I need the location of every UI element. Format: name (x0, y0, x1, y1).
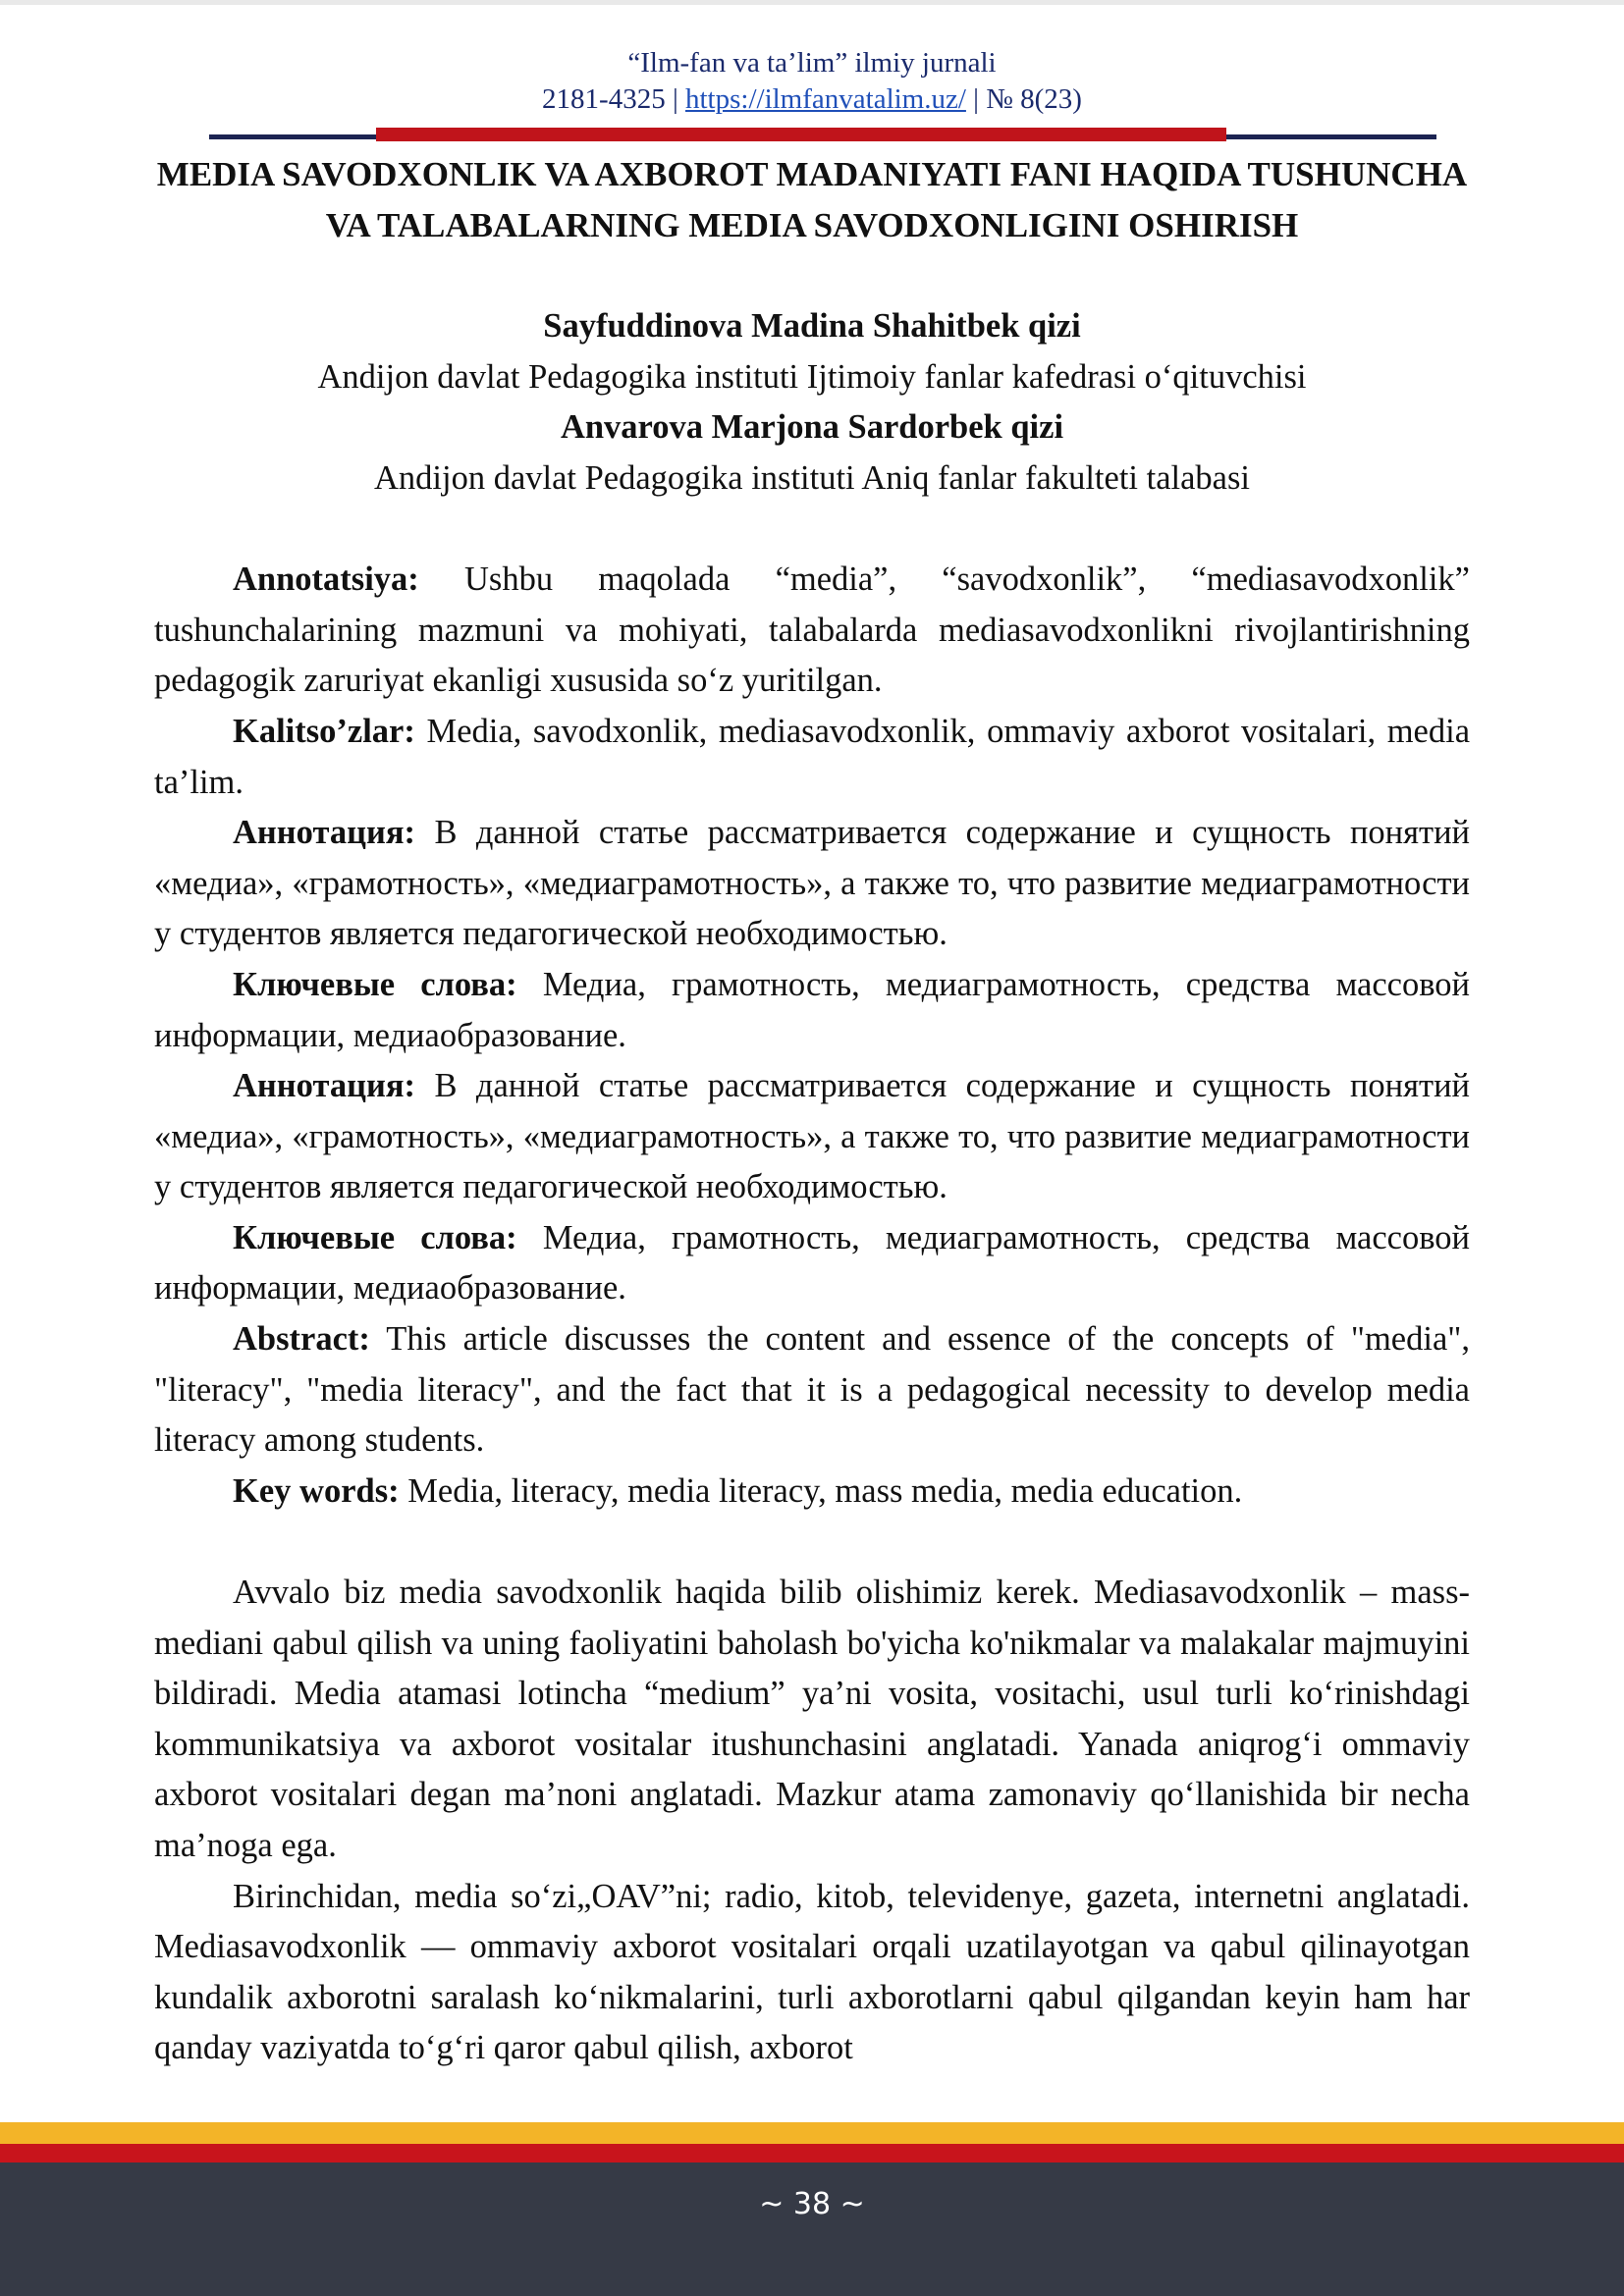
keywords-uz (154, 707, 1470, 808)
page-number: ~ 38 ~ (759, 2187, 865, 2221)
article-title: MEDIA SAVODXONLIK VA AXBOROT MADANIYATI FANI HAQIDA TUSHUNCHA VA TALABALARNING MEDIA SAVODXONLIGINI OSHIRISH (156, 155, 1468, 244)
keywords-ru-2-label: Ключевые слова: (233, 1218, 517, 1256)
body-paragraph-1: Avvalo biz media savodxonlik haqida bilib olishimiz kerek. Mediasavodxonlik – mass-mediani qabul qilish va uning faoliyatini baholash bo'yicha ko'nikmalar va malakalar majmuyini bildiradi. Media atamasi lotincha “medium” ya’ni vosita, vositachi, usul turli ko‘rinishdagi kommunikatsiya va axborot vositalar itushunchasini anglatadi. Yanada aniqrog‘i ommaviy axborot vositalari degan ma’noni anglatadi. Mazkur atama zamonaviy qo‘llanishida bir necha ma’noga ega. (154, 1574, 1470, 1864)
abstract-uz (154, 555, 1470, 707)
abstract-ru-2-label: Аннотация: (233, 1067, 415, 1105)
author-name-2: Anvarova Marjona Sardorbek qizi (560, 408, 1064, 447)
author-block (154, 301, 1470, 504)
abstract-ru-2 (154, 1061, 1470, 1213)
keywords-ru-1 (154, 960, 1470, 1061)
body-paragraph-2: Birinchidan, media so‘zi„OAV”ni; radio, kitob, televidenye, gazeta, internetni anglatadi. Mediasavodxonlik — ommaviy axborot vositalari orqali uzatilayotgan va qabul qilinayotgan kundalik axborotni saralash ko‘nikmalarini, turli axborotlarni qabul qilgandan keyin ham har qanday vaziyatda to‘g‘ri qaror qabul qilish, axborot (154, 1877, 1470, 2067)
keywords-ru-2-text: Медиа, грамотность, медиаграмотность, средства массовой информации, медиаобразование. (154, 1218, 1470, 1308)
abstract-uz-label: Annotatsiya: (233, 561, 419, 599)
keywords-en-text: Media, literacy, media literacy, mass media, media education. (407, 1471, 1243, 1510)
keywords-en (154, 1467, 1470, 1518)
abstract-uz-text: Ushbu maqolada “media”, “savodxonlik”, “mediasavodxonlik” tushunchalarining mazmuni va mohiyati, talabalarda mediasavodxonlikni rivojlantirishning pedagogik zaruriyat ekanligi xususida so‘z yuritilgan. (154, 561, 1470, 700)
abstract-en (154, 1314, 1470, 1467)
keywords-ru-2 (154, 1213, 1470, 1314)
spacer (154, 505, 1470, 556)
issn: 2181-4325 | (542, 83, 678, 115)
abstract-ru-2-text: В данной статье рассматривается содержание и сущность понятий «медиа», «грамотность», «медиаграмотность», а также то, что развитие медиаграмотности у студентов является педагогической необходимостью. (154, 1067, 1470, 1206)
keywords-uz-text: Media, savodxonlik, mediasavodxonlik, ommaviy axborot vositalari, media ta’lim. (154, 712, 1471, 801)
abstract-ru-1-label: Аннотация: (233, 814, 415, 852)
header-rule-red (376, 128, 1226, 141)
keywords-ru-1-text: Медиа, грамотность, медиаграмотность, средства массовой информации, медиаобразование. (154, 965, 1470, 1054)
issue-number: | № 8(23) (973, 83, 1082, 115)
footer-band-red (0, 2144, 1624, 2163)
journal-issue-line (0, 81, 1624, 118)
author-affiliation-1: Andijon davlat Pedagogika instituti Ijtimoiy fanlar kafedrasi o‘qituvchisi (317, 357, 1307, 396)
keywords-en-label: Key words: (233, 1471, 400, 1510)
journal-url-link[interactable]: https://ilmfanvatalim.uz/ (685, 83, 966, 115)
author-affiliation-2: Andijon davlat Pedagogika instituti Aniq fanlar fakulteti talabasi (373, 458, 1250, 497)
abstract-en-text: This article discusses the content and essence of the concepts of "media", "literacy", "media literacy", and the fact that it is a pedagogical necessity to develop media literacy among students. (154, 1320, 1470, 1460)
article-content (154, 149, 1470, 2074)
abstract-ru-1 (154, 808, 1470, 960)
keywords-ru-1-label: Ключевые слова: (233, 965, 517, 1003)
footer-band-yellow (0, 2122, 1624, 2144)
author-name-1: Sayfuddinova Madina Shahitbek qizi (543, 307, 1081, 346)
journal-header (0, 45, 1624, 118)
journal-name: “Ilm-fan va ta’lim” ilmiy jurnali (627, 47, 997, 79)
footer-band-dark (0, 2163, 1624, 2296)
keywords-uz-label: Kalitso’zlar: (233, 712, 415, 750)
abstract-en-label: Abstract: (233, 1320, 370, 1359)
abstract-ru-1-text: В данной статье рассматривается содержание и сущность понятий «медиа», «грамотность», «медиаграмотность», а также то, что развитие медиаграмотности у студентов является педагогической необходимостью. (154, 814, 1470, 953)
top-edge-strip (0, 0, 1624, 5)
spacer (154, 1517, 1470, 1568)
